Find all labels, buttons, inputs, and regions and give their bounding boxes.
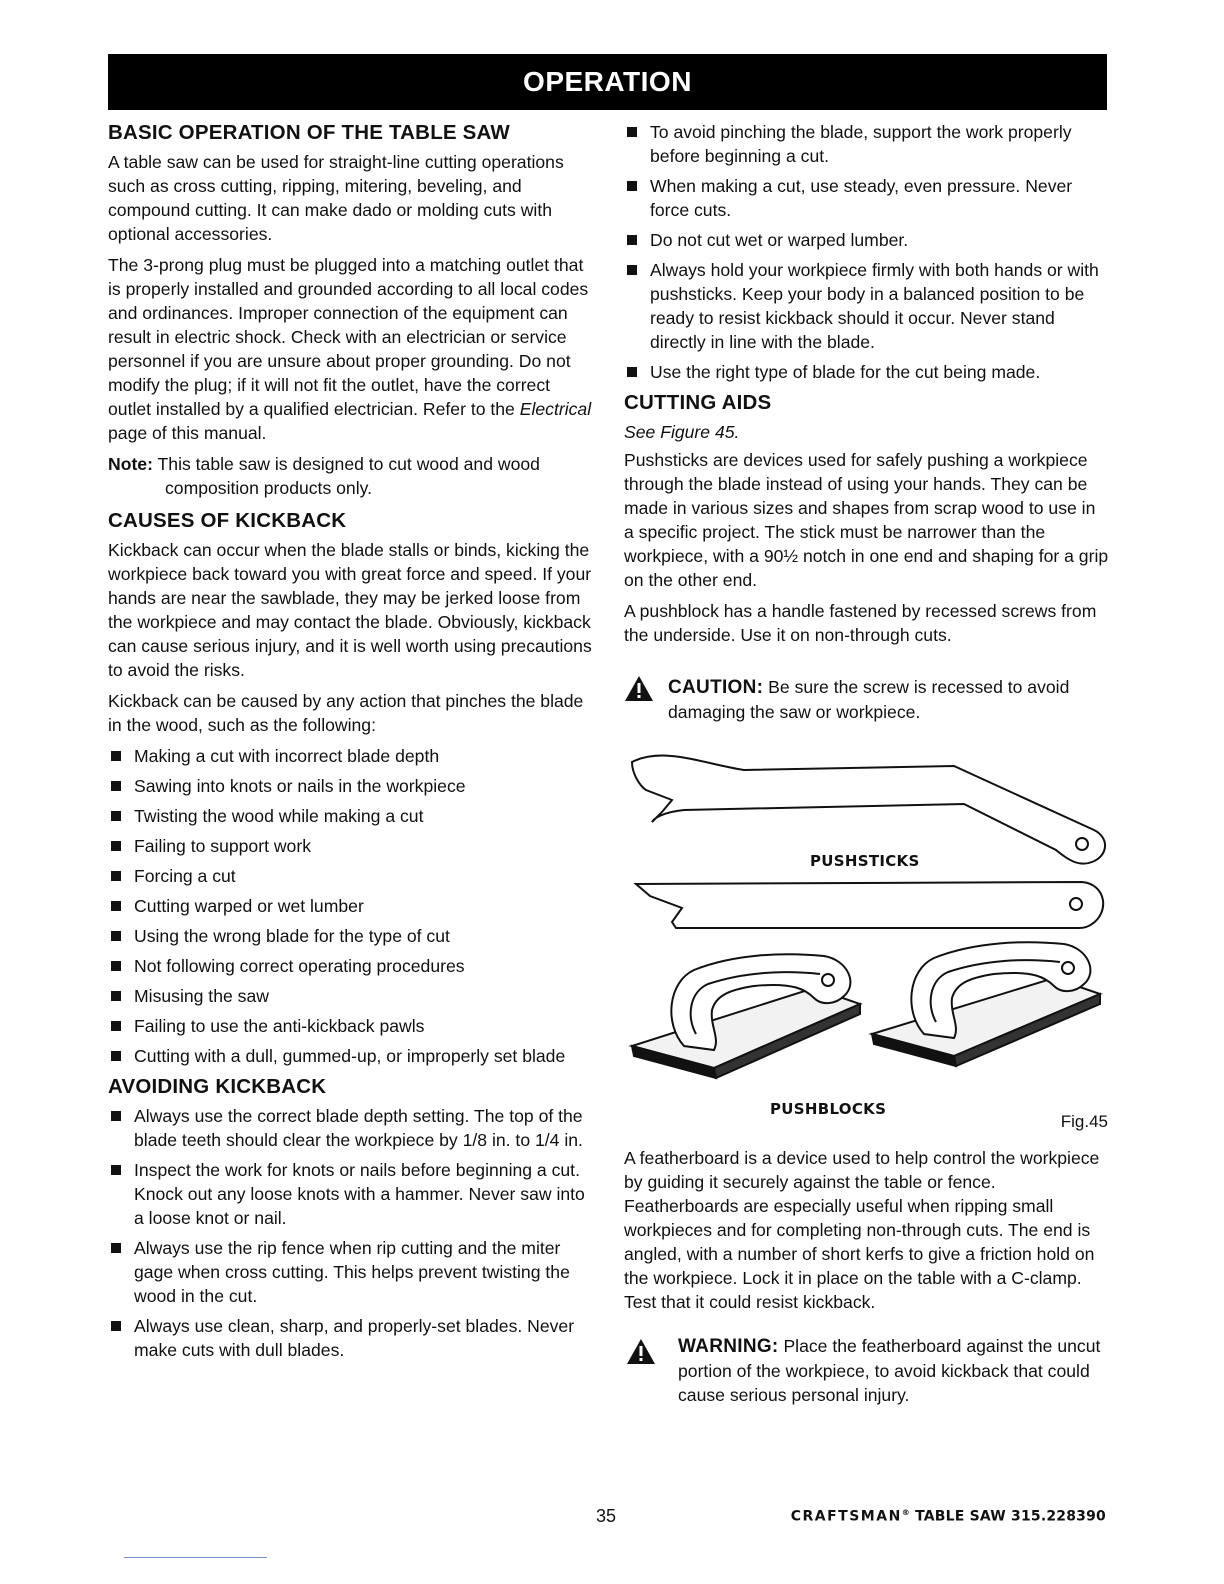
pushstick-pushblock-illustration (624, 734, 1110, 1134)
causes-paragraph-2: Kickback can be caused by any action that pinches the blade in the wood, such as the following: (108, 691, 584, 735)
pushblock-left (632, 954, 860, 1078)
precautions-list (624, 120, 1110, 384)
basic-paragraph-2 (108, 253, 594, 445)
right-column (624, 120, 1110, 1415)
list-item: Always hold your workpiece firmly with both hands or with pushsticks. Keep your body in a balanced position to be ready to resist kickback should it occur. Never stand directly in line with the blade. (624, 258, 1110, 354)
warning-notice (624, 1334, 1110, 1407)
basic-p2-text-a: The 3-prong plug must be plugged into a matching outlet that is properly installed and grounded according to all local codes and ordinances. Improper connection of the equipment can result in electric shock. Check with an electrician or service personnel if you are unsure about proper grounding. Do not modify the plug; if it will not fit the outlet, have the correct outlet installed by a qualified electrician. Refer to the (108, 255, 589, 419)
aids-paragraph-2: A pushblock has a handle fastened by recessed screws from the underside. Use it on non-through cuts. (624, 601, 1097, 645)
heading-cutting-aids: CUTTING AIDS (624, 391, 772, 414)
heading-basic-operation: BASIC OPERATION OF THE TABLE SAW (108, 121, 510, 144)
caution-notice (624, 675, 1110, 724)
warning-triangle-icon (624, 675, 654, 702)
divider (124, 1557, 267, 1558)
pushsticks-label: PUSHSTICKS (810, 852, 920, 870)
list-item: Always use the rip fence when rip cutting and the miter gage when cross cutting. This helps prevent twisting the wood in the cut. (108, 1236, 594, 1308)
list-item: Use the right type of blade for the cut being made. (624, 360, 1110, 384)
heading-causes-kickback: CAUSES OF KICKBACK (108, 509, 347, 532)
craftsman-logo: CRAFTSMAN (790, 1508, 902, 1525)
list-item: Not following correct operating procedures (108, 954, 594, 978)
list-item: Failing to support work (108, 834, 594, 858)
warning-text: Place the featherboard against the uncut portion of the workpiece, to avoid kickback that could cause serious personal injury. (678, 1336, 1101, 1405)
list-item: Always use clean, sharp, and properly-set blades. Never make cuts with dull blades. (108, 1314, 594, 1362)
caution-text: Be sure the screw is recessed to avoid damaging the saw or workpiece. (668, 677, 1070, 722)
aids-paragraph-1: Pushsticks are devices used for safely pushing a workpiece through the blade instead of using your hands. They can be made in various sizes and shapes from scrap wood to use in a specific project. The stick must be narrower than the workpiece, with a 90½ notch in one end and shaping for a grip on the other end. (624, 450, 1109, 590)
pushblocks-label: PUSHBLOCKS (770, 1100, 887, 1118)
left-column (108, 120, 594, 1368)
footer-brand (791, 1508, 1106, 1525)
figure-number: Fig.45 (1060, 1112, 1108, 1131)
registered-mark: ® (901, 1508, 910, 1517)
basic-paragraph-1: A table saw can be used for straight-line cutting operations such as cross cutting, ripping, mitering, beveling, and compound cutting. It can make dado or molding cuts with optional accessories. (108, 152, 564, 244)
causes-list (108, 744, 594, 1068)
caution-keyword: CAUTION: (668, 677, 764, 698)
list-item: Making a cut with incorrect blade depth (108, 744, 594, 768)
note-label: Note: (108, 454, 153, 474)
straight-pushstick (636, 882, 1103, 928)
warning-triangle-icon (626, 1338, 656, 1365)
list-item: Forcing a cut (108, 864, 594, 888)
featherboard-paragraph: A featherboard is a device used to help control the workpiece by guiding it securely against the table or fence. Featherboards are especially useful when ripping small workpieces and for completing non-through cuts. The end is angled, with a number of short kerfs to give a friction hold on the workpiece. Lock it in place on the table with a C-clamp. Test that it could resist kickback. (624, 1148, 1100, 1312)
list-item: Failing to use the anti-kickback pawls (108, 1014, 594, 1038)
list-item: When making a cut, use steady, even pressure. Never force cuts. (624, 174, 1110, 222)
list-item: Do not cut wet or warped lumber. (624, 228, 1110, 252)
causes-paragraph-1: Kickback can occur when the blade stalls or binds, kicking the workpiece back toward you with great force and speed. If your hands are near the sawblade, they may be jerked loose from the workpiece and may contact the blade. Obviously, kickback can cause serious injury, and it is well worth using precautions to avoid the risks. (108, 540, 592, 680)
figure-45 (624, 734, 1110, 1134)
note-text: This table saw is designed to cut wood and wood composition products only. (152, 454, 540, 498)
list-item: Sawing into knots or nails in the workpiece (108, 774, 594, 798)
heading-avoiding-kickback: AVOIDING KICKBACK (108, 1075, 327, 1098)
pushblock-right (872, 942, 1100, 1066)
basic-p2-text-b: page of this manual. (108, 423, 267, 443)
list-item: Always use the correct blade depth setting. The top of the blade teeth should clear the workpiece by 1/8 in. to 1/4 in. (108, 1104, 594, 1152)
avoiding-list (108, 1104, 594, 1362)
list-item: Cutting with a dull, gummed-up, or improperly set blade (108, 1044, 594, 1068)
footer-model: TABLE SAW 315.228390 (910, 1508, 1106, 1525)
list-item: Twisting the wood while making a cut (108, 804, 594, 828)
angled-pushstick (632, 756, 1105, 864)
section-banner: OPERATION (108, 54, 1107, 110)
warning-keyword: WARNING: (678, 1336, 779, 1357)
basic-p2-emphasis: Electrical (519, 399, 592, 419)
note-paragraph (108, 452, 594, 500)
page-number: 35 (596, 1506, 617, 1526)
list-item: Inspect the work for knots or nails before beginning a cut. Knock out any loose knots with a hammer. Never saw into a loose knot or nail. (108, 1158, 594, 1230)
list-item: Cutting warped or wet lumber (108, 894, 594, 918)
list-item: To avoid pinching the blade, support the work properly before beginning a cut. (624, 120, 1110, 168)
see-figure-reference: See Figure 45. (624, 422, 740, 442)
list-item: Using the wrong blade for the type of cut (108, 924, 594, 948)
list-item: Misusing the saw (108, 984, 594, 1008)
